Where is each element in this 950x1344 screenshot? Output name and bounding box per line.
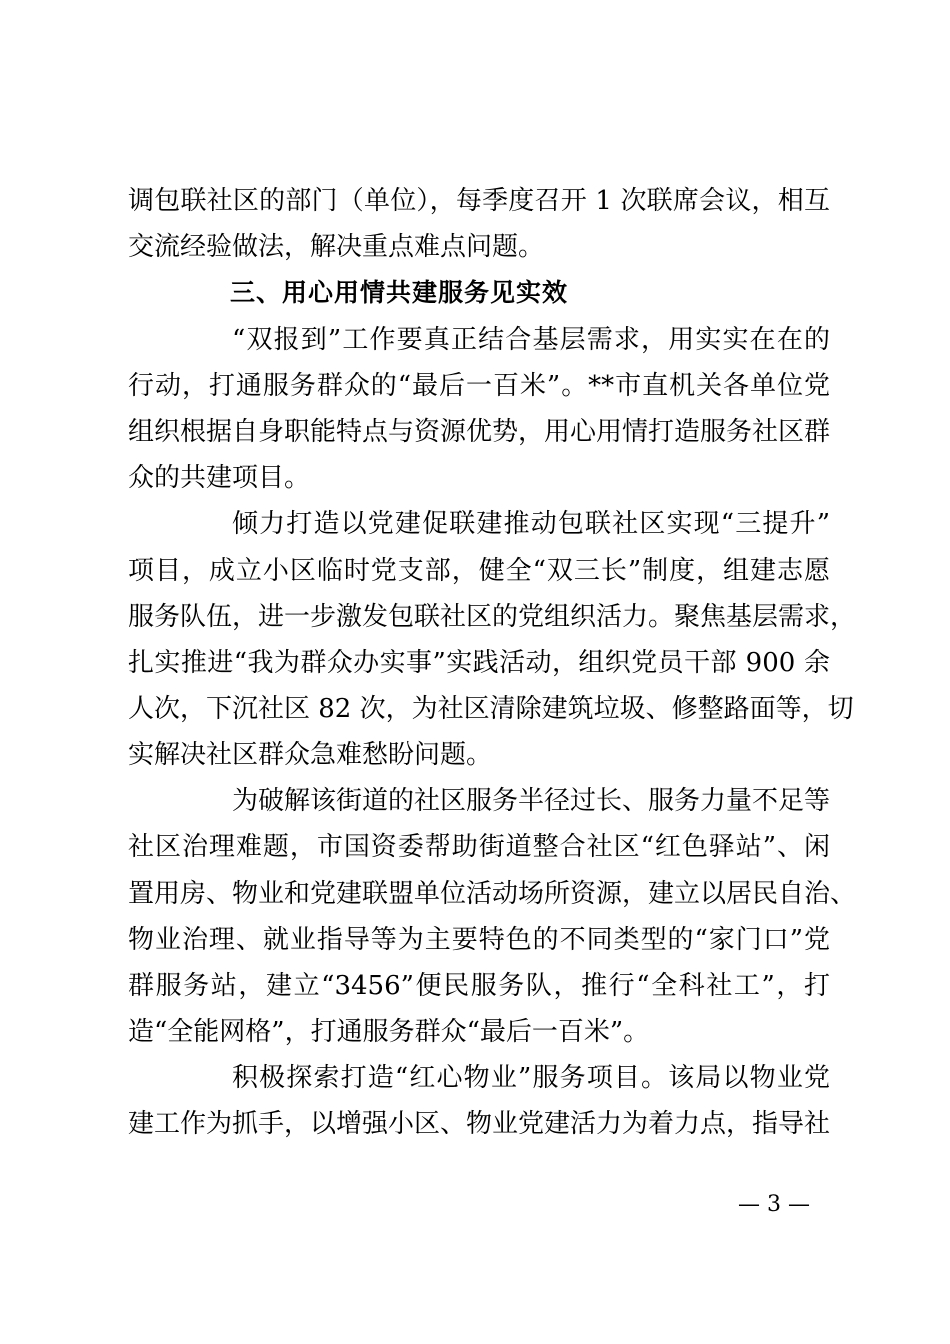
paragraph-line: 实解决社区群众急难愁盼问题。: [128, 740, 493, 770]
paragraph-line: 项目，成立小区临时党支部，健全“双三长”制度，组建志愿: [128, 556, 830, 586]
paragraph-line: 积极探索打造“红心物业”服务项目。该局以物业党: [232, 1063, 830, 1093]
paragraph-line: 为破解该街道的社区服务半径过长、服务力量不足等: [232, 786, 831, 816]
paragraph-line: 众的共建项目。: [128, 463, 311, 493]
paragraph-line: 置用房、物业和党建联盟单位活动场所资源，建立以居民自治、: [128, 879, 857, 909]
paragraph-line: 社区治理难题，市国资委帮助街道整合社区“红色驿站”、闲: [128, 832, 830, 862]
paragraph-line: 组织根据自身职能特点与资源优势，用心用情打造服务社区群: [128, 417, 831, 447]
paragraph-line: 造“全能网格”，打通服务群众“最后一百米”。: [128, 1017, 650, 1047]
paragraph-line: 建工作为抓手，以增强小区、物业党建活力为着力点，指导社: [128, 1109, 831, 1139]
paragraph-line: 倾力打造以党建促联建推动包联社区实现“三提升”: [232, 509, 830, 539]
page-number: — 3 —: [738, 1192, 810, 1217]
paragraph-line: 交流经验做法，解决重点难点问题。: [128, 232, 545, 262]
paragraph-line: 扎实推进“我为群众办实事”实践活动，组织党员干部 900 余: [128, 648, 830, 678]
section-heading: 三、用心用情共建服务见实效: [230, 278, 569, 307]
paragraph-line: 调包联社区的部门（单位），每季度召开 1 次联席会议，相互: [128, 186, 830, 216]
paragraph-line: 行动，打通服务群众的“最后一百米”。**市直机关各单位党: [128, 371, 830, 401]
paragraph-line: 群服务站，建立“3456”便民服务队，推行“全科社工”，打: [128, 971, 830, 1001]
paragraph-line: 服务队伍，进一步激发包联社区的党组织活力。聚焦基层需求，: [128, 602, 857, 632]
paragraph-line: 人次，下沉社区 82 次，为社区清除建筑垃圾、修整路面等，切: [128, 694, 854, 724]
paragraph-line: 物业治理、就业指导等为主要特色的不同类型的“家门口”党: [128, 925, 830, 955]
paragraph-line: “双报到”工作要真正结合基层需求，用实实在在的: [232, 325, 830, 355]
